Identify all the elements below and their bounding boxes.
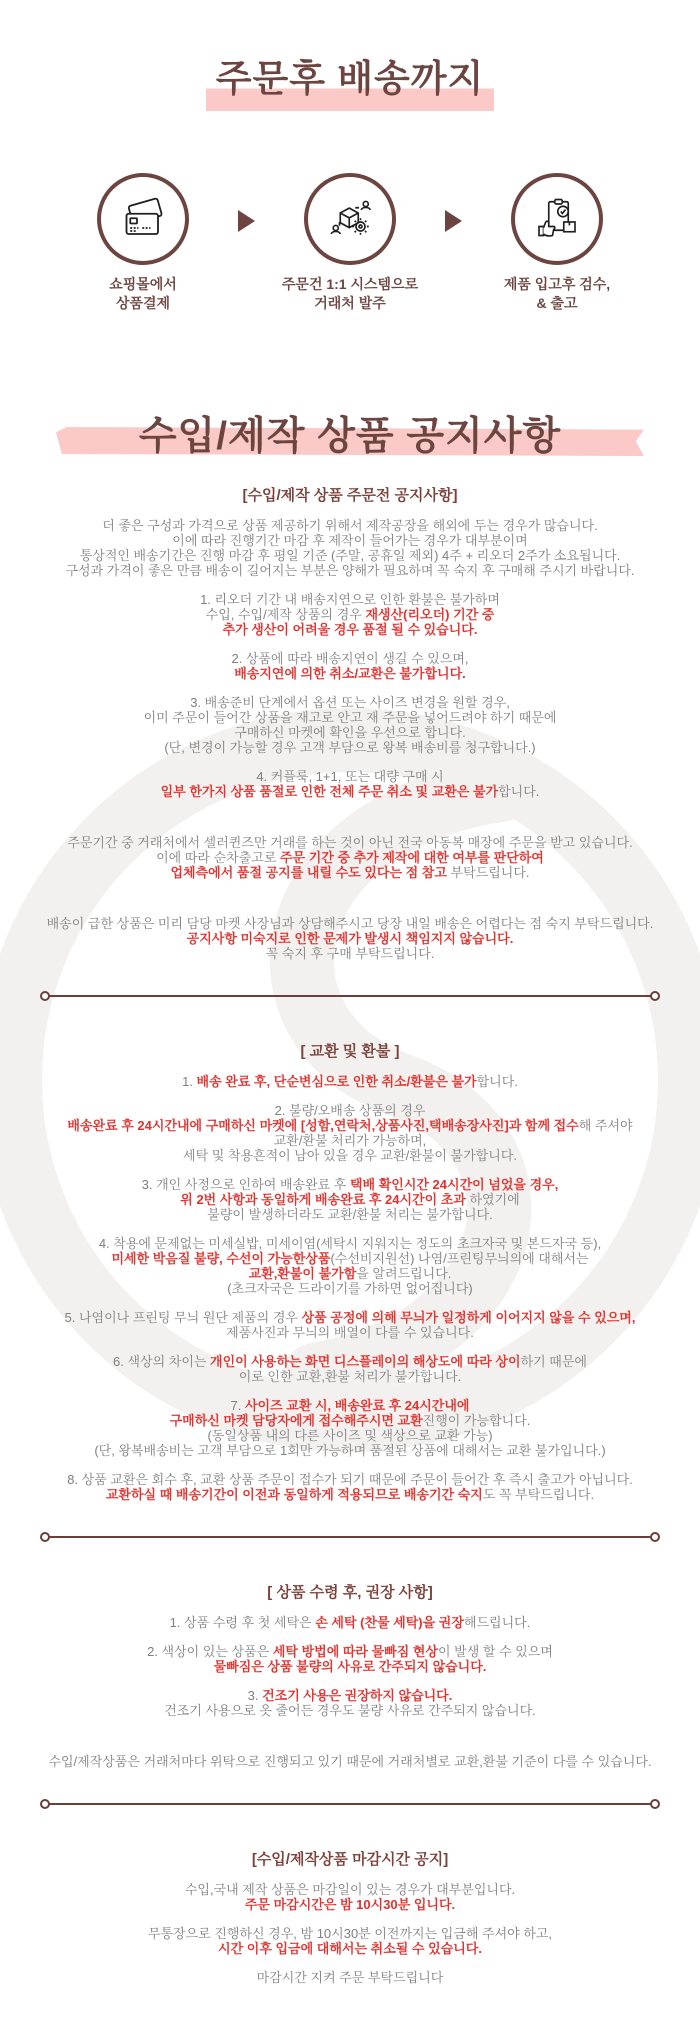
notice-paragraph: 배송이 급한 상품은 미리 담당 마켓 사장님과 상담해주시고 당장 내일 배송은 어렵다는 점 숙지 부탁드립니다. 공지사항 미숙지로 인한 문제가 발생시 책임지지 않습니다. 꼭 숙지 후 구매 부탁드립니다. (46, 916, 654, 961)
notice-sections (0, 487, 700, 1985)
section-heading: [ 교환 및 환불 ] (300, 1043, 400, 1060)
section-heading: [수입/제작상품 마감시간 공지] (251, 1851, 449, 1868)
notice-paragraph: 2. 색상이 있는 상품은 세탁 방법에 따라 물빠짐 현상 이 발생 할 수 있으며 물빠짐은 상품 불량의 사유로 간주되지 않습니다. (147, 1644, 553, 1674)
notice-paragraph: 7. 사이즈 교환 시, 배송완료 후 24시간내에 구매하신 마켓 담당자에게 접수해주시면 교환 진행이 가능합니다. (동일상품 내의 다른 사이즈 및 색상으로 교환 가능) (단, 왕복배송비는 고객 부담으로 1회만 가능하며 품절된 상품에 대해서는 교환 불가입니다.) (94, 1398, 606, 1458)
inspection-icon (511, 173, 603, 265)
arrow-right-icon (238, 210, 255, 232)
notice-paragraph: 1. 배송 완료 후, 단순변심으로 인한 취소/환불은 불가 합니다. (182, 1074, 518, 1089)
section-divider (40, 1799, 660, 1809)
notice-paragraph: 수입,국내 제작 상품은 마감일이 있는 경우가 대부분입니다. 주문 마감시간은 밤 10시30분 입니다. (184, 1882, 516, 1912)
notice-paragraph: 더 좋은 구성과 가격으로 상품 제공하기 위해서 제작공장을 해외에 두는 경우가 많습니다. 이에 따라 진행기간 마감 후 제작이 들어가는 경우가 대부분이며 통상적인 배송기간은 진행 마감 후 평일 기준 (주말, 공휴일 제외) 4주 + 리오더 2주가 소요됩니다. 구성과 가격이 좋은 만큼 배송이 길어지는 부분은 양해가 필요하며 꼭 숙지 후 구매해 주시기 바랍니다. (65, 518, 635, 578)
step-order-system (261, 173, 439, 313)
step-label: 주문건 1:1 시스템으로 거래처 발주 (281, 276, 419, 311)
notice-paragraph: 2. 상품에 따라 배송지연이 생길 수 있으며, 배송지연에 의한 취소/교환은 불가합니다. (231, 651, 469, 681)
notice-paragraph: 수입/제작상품은 거래처마다 위탁으로 진행되고 있기 때문에 거래처별로 교환,환불 기준이 다를 수 있습니다. (48, 1754, 652, 1769)
section-heading: [ 상품 수령 후, 권장 사항] (267, 1584, 433, 1601)
notice-paragraph: 4. 커플룩, 1+1, 또는 대량 구매 시 일부 한가지 상품 품절로 인한 전체 주문 취소 및 교환은 불가 합니다. (160, 769, 540, 799)
step-payment (54, 173, 232, 313)
page-title-text: 주문후 배송까지 (206, 48, 494, 111)
page-title (0, 0, 700, 111)
notice-paragraph: 무통장으로 진행하신 경우, 밤 10시30분 이전까지는 입금해 주셔야 하고, 시간 이후 입금에 대해서는 취소될 수 있습니다. (147, 1926, 553, 1956)
section-divider (40, 991, 660, 1001)
notice-paragraph: 마감시간 지켜 주문 부탁드립니다 (256, 1970, 444, 1985)
step-label: 제품 입고후 검수, & 출고 (503, 276, 611, 311)
section-divider (40, 1532, 660, 1542)
section-heading: [수입/제작 상품 주문전 공지사항] (242, 487, 458, 504)
order-process-steps (0, 173, 700, 313)
step-label: 쇼핑몰에서 상품결제 (109, 276, 177, 311)
credit-card-icon (97, 173, 189, 265)
order-system-icon (304, 173, 396, 265)
notice-title-text: 수입/제작 상품 공지사항 (138, 415, 562, 458)
step-inspection (468, 173, 646, 313)
notice-paragraph: 3. 건조기 사용은 권장하지 않습니다. 건조기 사용으로 옷 줄어든 경우도 불량 사유로 간주되지 않습니다. (164, 1688, 536, 1718)
notice-paragraph: 8. 상품 교환은 회수 후, 교환 상품 주문이 접수가 되기 때문에 주문이 들어간 후 즉시 출고가 아닙니다. 교환하실 때 배송기간이 이전과 동일하게 적용되므로 배송기간 숙지 도 꼭 부탁드립니다. (67, 1472, 633, 1502)
notice-paragraph: 1. 상품 수령 후 첫 세탁은 손 세탁 (찬물 세탁)을 권장 해드립니다. (169, 1615, 531, 1630)
notice-paragraph: 5. 나염이나 프린팅 무늬 원단 제품의 경우 상품 공정에 의해 무늬가 일정하게 이어지지 않을 수 있으며, 제품사진과 무늬의 배열이 다를 수 있습니다. (64, 1310, 636, 1340)
notice-paragraph: 주문기간 중 거래처에서 셀러퀸즈만 거래를 하는 것이 아닌 전국 아동복 매장에 주문을 받고 있습니다. 이에 따라 순차출고로 주문 기간 중 추가 제작에 대한 여부를 판단하여 업체측에서 품절 공지를 내릴 수도 있다는 점 참고 부탁드립니다. (67, 835, 633, 880)
notice-paragraph: 3. 배송준비 단계에서 옵션 또는 사이즈 변경을 원할 경우, 이미 주문이 들어간 상품을 재고로 안고 재 주문을 넣어드려야 하기 때문에 구매하신 마켓에 확인을 우선으로 합니다. (단, 변경이 가능할 경우 고객 부담으로 왕복 배송비를 청구합니다.) (143, 695, 557, 755)
notice-paragraph: 4. 착용에 문제없는 미세실밥, 미세이염(세탁시 지워지는 정도의 초크자국 및 본드자국 등), 미세한 박음질 불량, 수선이 가능한상품 (수선비지원선) 나염/프린팅무늬의에 대해서는 교환,환불이 불가함 을 알려드립니다. (초크자국은 드라이기를 가하면 없어집니다) (98, 1236, 602, 1296)
notice-paragraph: 6. 색상의 차이는 개인이 사용하는 화면 디스플레이의 해상도에 따라 상이 하기 때문에 이로 인한 교환,환불 처리가 불가합니다. (113, 1354, 587, 1384)
notice-title (0, 405, 700, 457)
notice-paragraph: 3. 개인 사정으로 인하여 배송완료 후 택배 확인시간 24시간이 넘었을 경우, 위 2번 사항과 동일하게 배송완료 후 24시간이 초과 하였기에 불량이 발생하더라도 교환/환불 처리는 불가합니다. (141, 1177, 559, 1222)
notice-paragraph: 2. 불량/오배송 상품의 경우 배송완료 후 24시간내에 구매하신 마켓에 [성함,연락처,상품사진,택배송장사진]과 함께 접수 해 주셔야 교환/환불 처리가 가능하며, 세탁 및 착용흔적이 남아 있을 경우 교환/환불이 불가합니다. (67, 1103, 633, 1163)
arrow-right-icon (445, 210, 462, 232)
notice-paragraph: 1. 리오더 기간 내 배송지연으로 인한 환불은 불가하며 수입, 수입/제작 상품의 경우 재생산(리오더) 기간 중 추가 생산이 어려울 경우 품절 될 수 있습니다. (200, 592, 500, 637)
